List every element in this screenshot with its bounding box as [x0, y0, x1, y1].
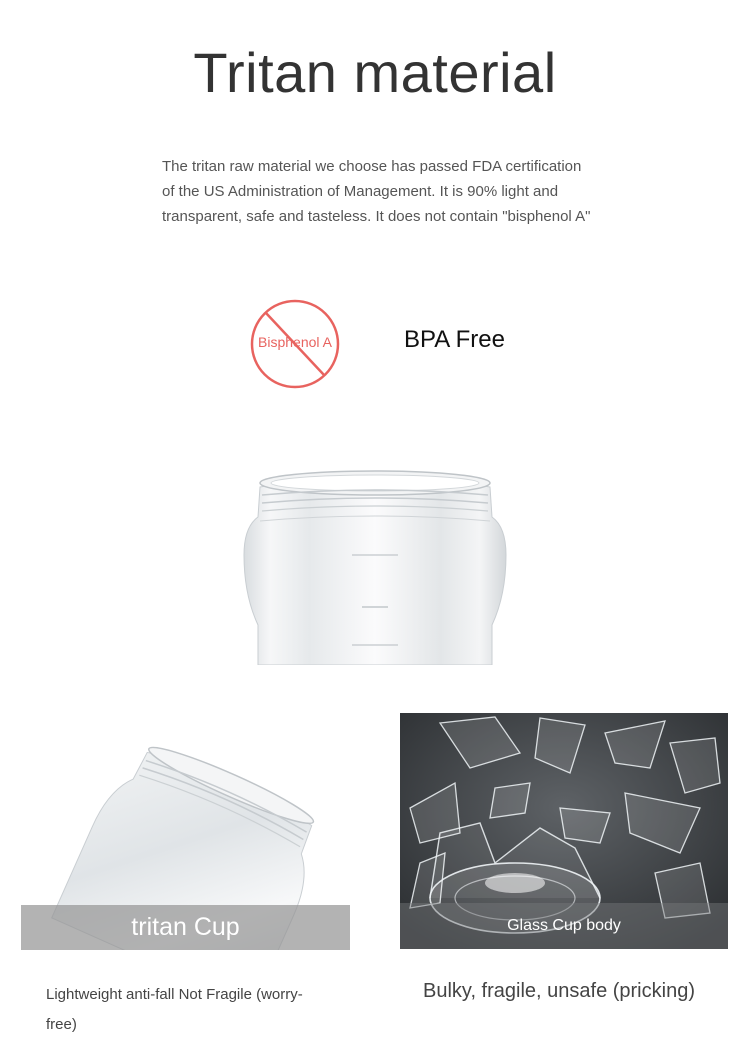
- bpa-free-label: BPA Free: [404, 326, 505, 353]
- tritan-cup-label: tritan Cup: [21, 905, 350, 950]
- bpa-badge-text: Bisphenol A: [258, 334, 332, 350]
- glass-cup-panel: [400, 713, 728, 949]
- page-title: Tritan material: [193, 41, 557, 104]
- caption-line: free): [46, 1016, 77, 1033]
- glass-cup-label: Glass Cup body: [400, 903, 728, 949]
- tritan-cup-panel: [21, 713, 350, 950]
- description-line: The tritan raw material we choose has passed FDA certification: [162, 158, 582, 175]
- description-line: of the US Administration of Management. It is 90% light and: [162, 183, 559, 200]
- tritan-cup-caption: [46, 980, 336, 1040]
- glass-cup-caption: Bulky, fragile, unsafe (pricking): [423, 980, 695, 1002]
- tritan-cup-image: [230, 455, 520, 665]
- material-description: [162, 154, 612, 229]
- no-bpa-icon: [250, 299, 340, 389]
- description-line: transparent, safe and tasteless. It does not contain "bisphenol A": [162, 208, 591, 225]
- caption-line: Lightweight anti-fall Not Fragile (worry-: [46, 986, 303, 1003]
